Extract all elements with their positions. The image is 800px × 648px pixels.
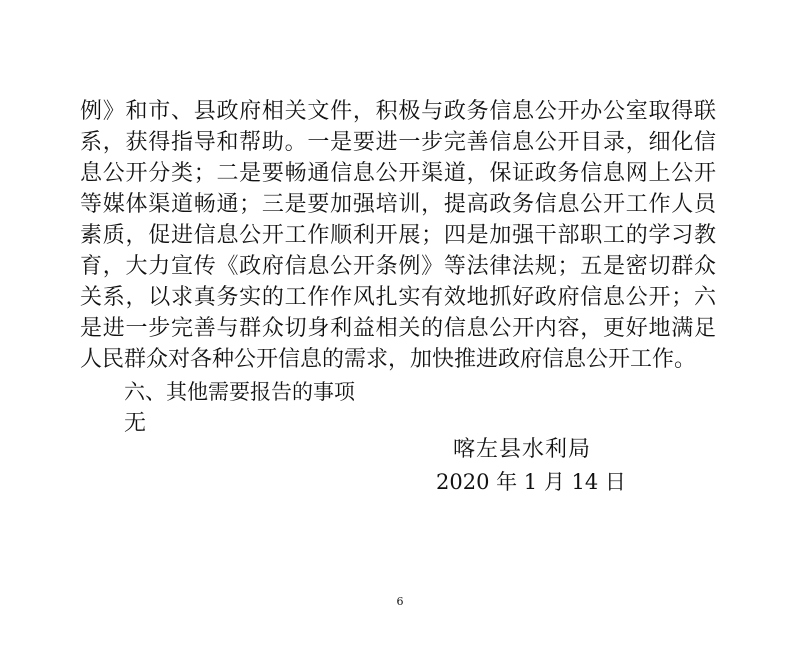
body-line: 息公开分类；二是要畅通信息公开渠道，保证政务信息网上公开 [80,161,716,186]
body-line: 等媒体渠道畅通；三是要加强培训，提高政务信息公开工作人员 [80,192,716,217]
signature-date: 2020 年 1 月 14 日 [436,470,626,494]
body-line: 人民群众对各种公开信息的需求，加快推进政府信息公开工作。 [80,347,697,372]
body-line: 素质，促进信息公开工作顺利开展；四是加强干部职工的学习教 [80,223,716,248]
body-line: 系，获得指导和帮助。一是要进一步完善信息公开目录，细化信 [80,130,716,155]
page-number: 6 [396,595,404,608]
body-paragraph [80,96,716,375]
signature-organization: 喀左县水利局 [452,437,591,462]
section-heading: 六、其他需要报告的事项 [124,380,355,404]
body-line: 例》和市、县政府相关文件，积极与政务信息公开办公室取得联 [80,99,716,124]
body-line: 关系，以求真务实的工作作风扎实有效地抓好政府信息公开；六 [80,285,716,310]
body-line: 是进一步完善与群众切身利益相关的信息公开内容，更好地满足 [80,316,716,341]
body-line: 育，大力宣传《政府信息公开条例》等法律法规；五是密切群众 [80,254,716,279]
signature-block [436,434,626,498]
section-body: 无 [124,411,147,436]
